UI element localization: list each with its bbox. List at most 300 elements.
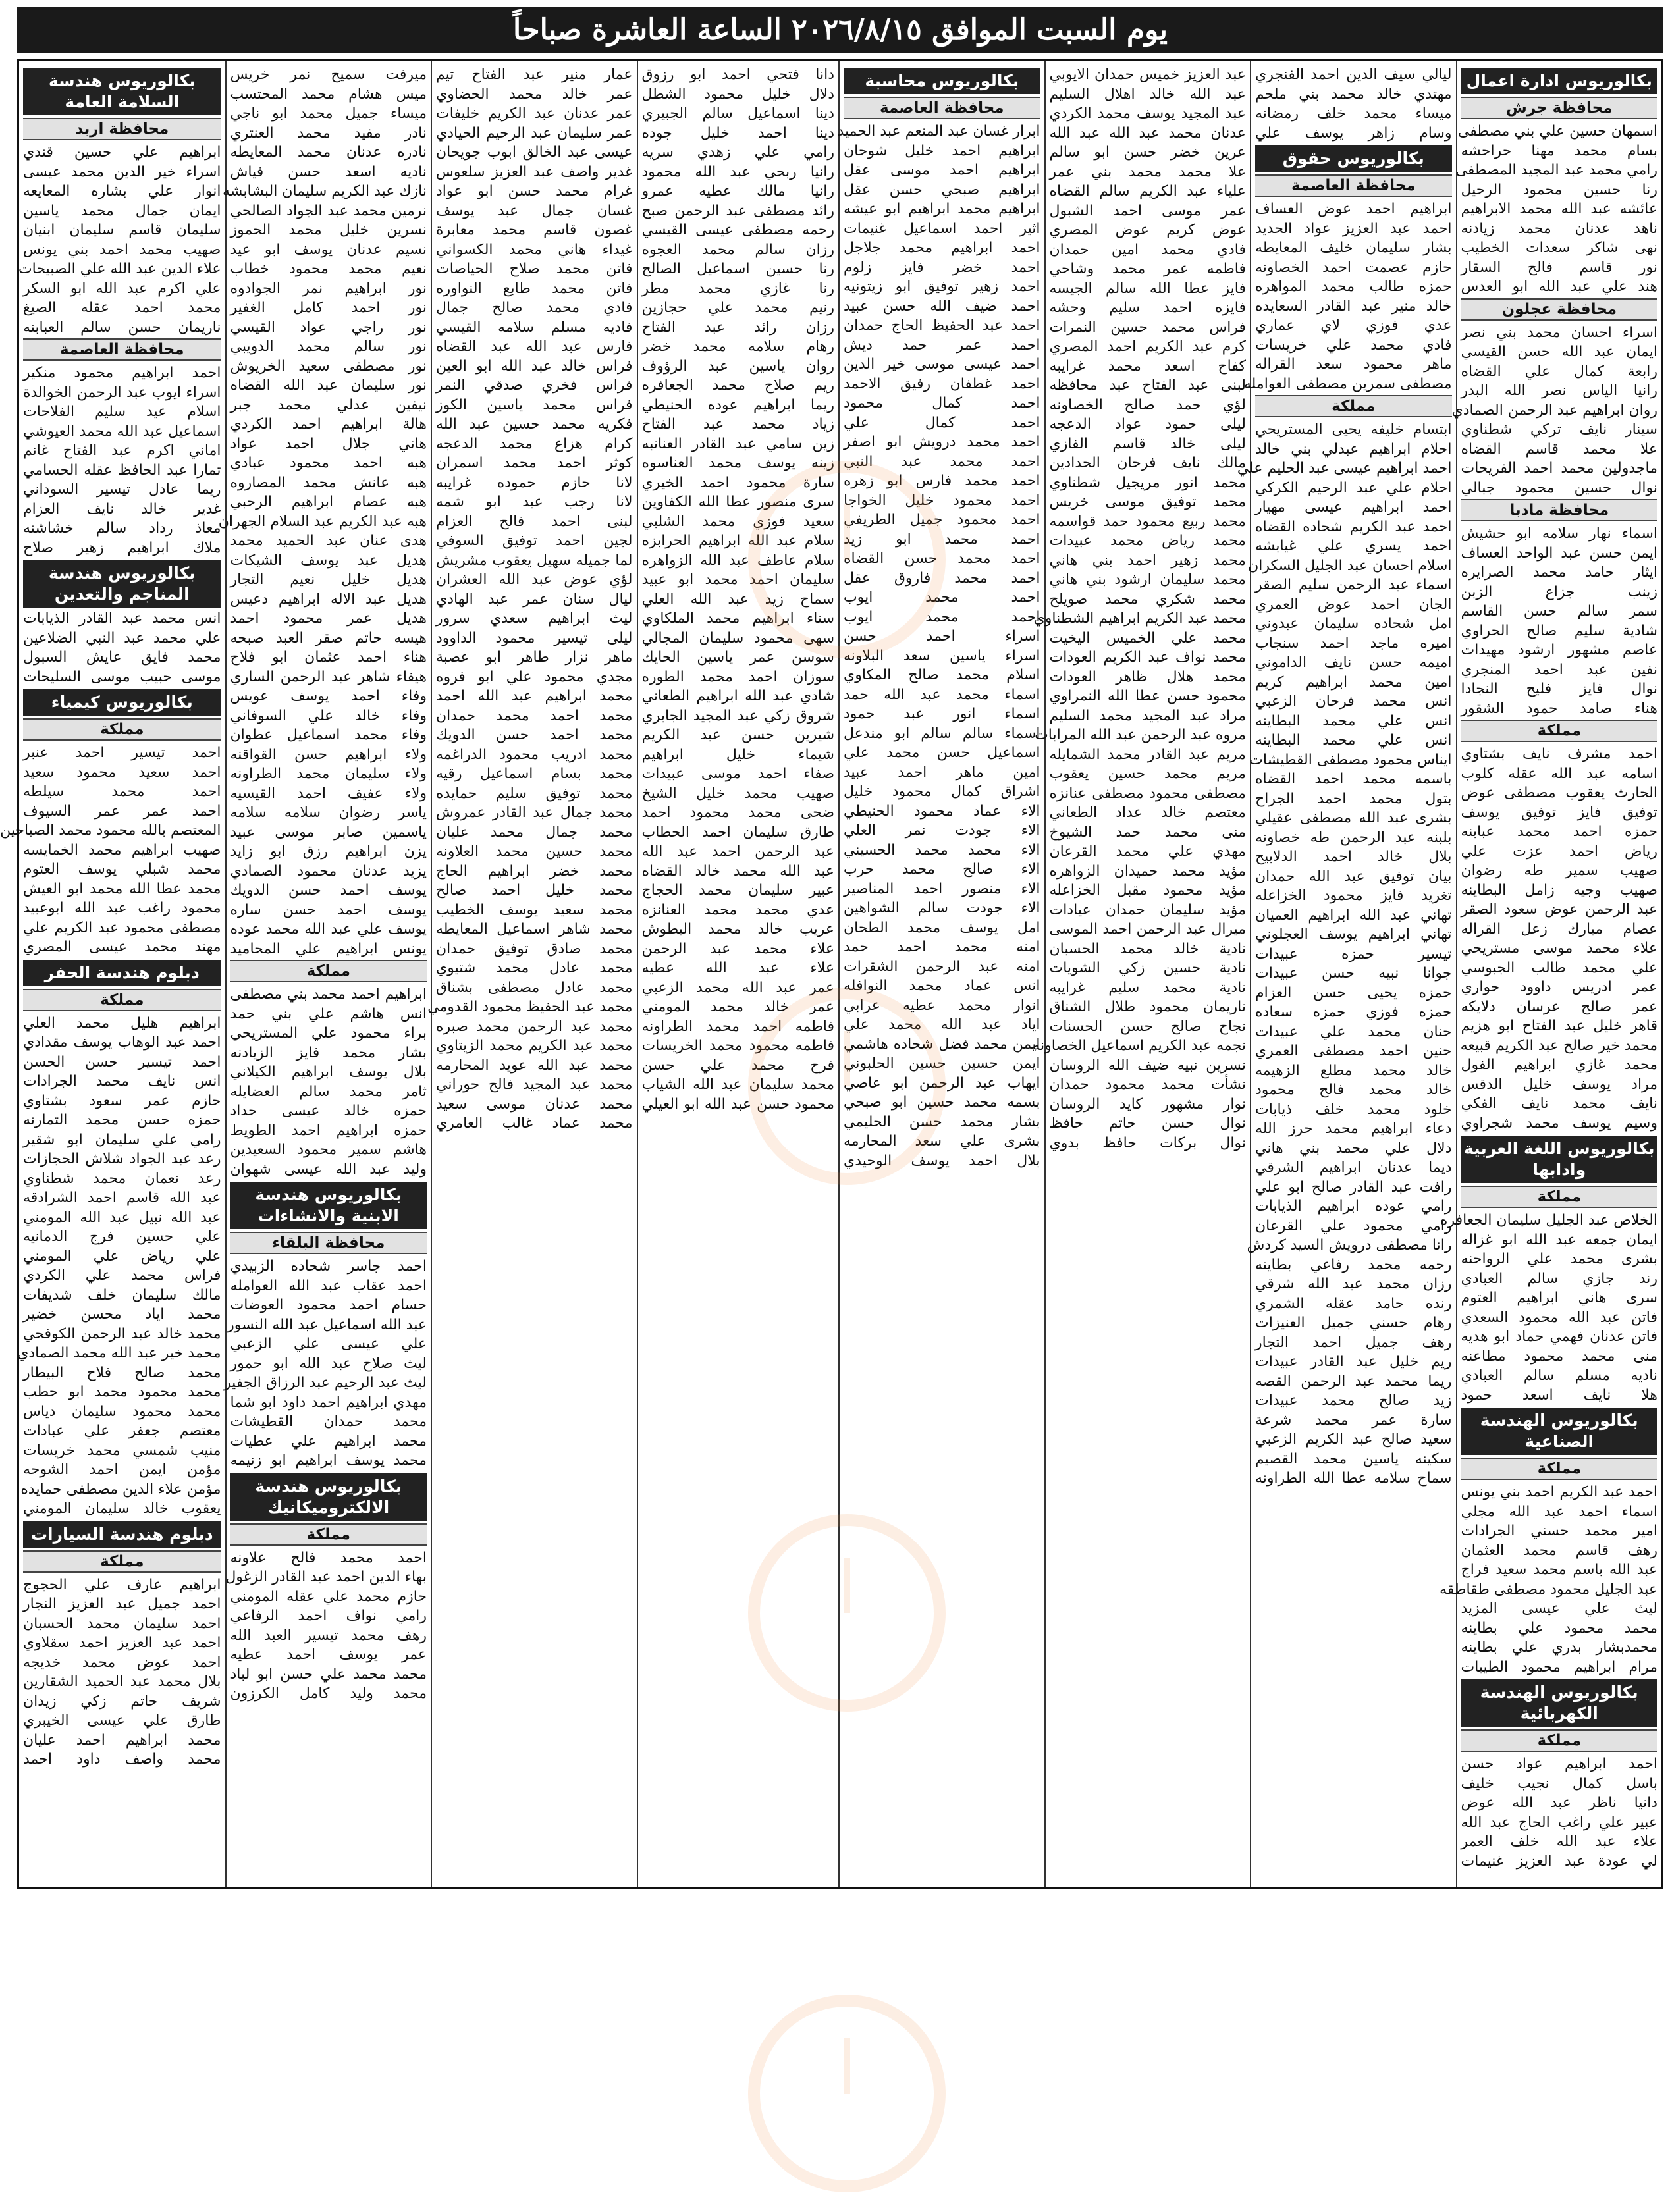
list-item: يوسف علي عبد الله محمد عوده [230,921,427,937]
names-list [225,1548,427,1704]
list-item: ماهر نزار طاهر ابو عصبة [436,649,633,666]
list-item: محمد عبد الكريم ابراهيم الشطناوي [1033,610,1246,627]
list-item: نوال حسين محمود جبالي [1461,479,1657,496]
column-6 [427,61,637,1887]
list-item: امل يوسف محمد الطحان [844,919,1040,936]
results-grid [0,59,1663,1889]
list-item: نجمه عبد الكريم اسماعيل الخصاونه [1033,1038,1246,1054]
list-item: وفاء محمد اسماعيل عطوان [230,727,427,743]
list-item: رعد نعمان محمد شطناوي [23,1170,221,1187]
list-item: بشرى علي سعد المحارمه [844,1133,1040,1149]
list-item: يزن ابراهيم رزق ابو زايد [230,843,427,860]
list-item: بشار سليمان خليف المعايطه [1255,240,1452,256]
list-item: محمود حسن عطا الله النمراوي [1049,688,1246,704]
list-item: محمدبشار بدري علي بطاينه [1461,1639,1657,1656]
list-item: محمد حمدان القطيشات [230,1413,427,1430]
list-item: ايناس محمود مصطفى القطيشات [1249,751,1452,768]
list-item: لما جميله سهيل يعقوب مشريش [436,552,633,569]
list-item: ليث ابراهيم سعدي سرور [436,610,633,627]
list-item: باسل كمال نجيب خليف [1461,1775,1657,1792]
list-item: اسلام محمد صالح المكاوي [844,667,1040,683]
list-item: لانا رجب عبد ابو شمه [436,494,633,510]
list-item: رانا مصطفى درويش السيد كردش [1247,1237,1452,1253]
list-item: علاء الدين عبد الله علي الصبيحات [18,261,221,277]
list-item: محمد علي الخميس اليخيت [1049,629,1246,646]
list-item: ناهد عدنان محمد زيادنه [1461,220,1657,237]
governorate-heading: مملكة [1255,395,1452,417]
list-item: زينه يوسف محمد العناسوه [641,455,834,471]
list-item: نسرين نبيه ضيف الله الروسان [1049,1057,1246,1074]
list-item: علي محمد عبد النبي الضلاعين [23,629,221,646]
list-item: عبد المجيد يوسف محمد الكردي [1049,105,1246,122]
list-item: ابراهيم احمد موسى عقل [844,162,1040,178]
names-list [1461,1754,1658,1871]
list-item: محمد محمود سليمان دياس [23,1403,221,1420]
list-item: رنا حسين اسماعيل الصالح [641,261,834,277]
list-item: سمر سالم حسن القاسم [1461,603,1657,619]
list-item: احمد محمد فارس ابو زهره [844,473,1040,489]
list-item: انوار محمد عطيه عرابي [844,997,1040,1014]
column-2 [1237,61,1456,1887]
list-item: ابراهيم احمد محمد بني مصطفى [230,986,427,1003]
list-item: عمر خالد محمد المومني [641,999,834,1015]
names-list [1451,323,1658,498]
list-item: نور سالم محمد الدويبي [230,338,427,355]
list-item: فاطمه احمد محمد الطراونه [641,1018,834,1035]
list-item: رحمه محمد رفاعي بطاينه [1255,1256,1452,1273]
list-item: عبد الله اسماعيل عبد الله النسور [227,1316,427,1333]
list-item: كفاح اسعد محمد غرايبه [1049,357,1246,375]
list-item: الجان احمد عوض العمري [1255,596,1452,613]
list-item: احمد محمد سيلطه [23,783,221,800]
list-item: زياد محمد عبد الفتاح [641,416,834,433]
list-item: احمد سعيد محمود سعيد [23,764,221,781]
list-item: لجين احمد توفيق السوفي [436,533,633,549]
list-item: عريب خالد محمد البطوش [641,921,834,937]
list-item: اسراء احمد حسن [844,628,1040,645]
governorate-heading: محافظة البلقاء [230,1232,427,1254]
names-list [1440,1211,1658,1405]
list-item: احمد محمد حسن القضاه [844,550,1040,567]
list-item: اسراء ايوب عبد الرحمن الخوالدة [23,384,221,401]
list-item: منيب شمسي محمد خريسات [23,1442,221,1459]
list-item: رامي محمود علي القرعان [1255,1217,1452,1234]
list-item: صهيب محمد احمد بني يونس [23,241,221,258]
list-item: احمد محمود خليل الخواجا [844,492,1040,509]
governorate-heading: محافظة العاصمة [1255,174,1452,197]
list-item: احمد كمال محمود [844,395,1040,411]
list-item: اسلام احسان عبد الجليل السكران [1248,557,1452,574]
list-item: نوار مشهور كايد الروسان [1049,1095,1246,1113]
list-item: ياسر رضوان سلامه سلامه [230,804,427,821]
list-item: فراس خالد عبد الله ابو العين [436,357,633,375]
list-item: امين ماهر احمد عبيد [844,764,1040,781]
list-item: فراس فخري صدقي النمر [436,377,633,394]
list-item: ولاء سليمان محمد الطراونه [230,766,427,782]
list-item: رهف محمد تيسير العبد الله [230,1627,427,1644]
list-item: احمد مشرف نايف بشتاوي [1461,746,1657,762]
list-item: يونس ابراهيم علي المحاميد [230,940,427,957]
list-item: ابراهيم محمد ابراهيم ابو عيشه [844,201,1040,217]
list-item: سماح سلامه عطا الله الطراونه [1255,1470,1452,1487]
list-item: محمد عماد غالب العامري [436,1115,633,1132]
list-item: عبير سليمان محمد الحجاج [641,882,834,899]
list-item: انس علي محمد البطاينه [1255,732,1452,749]
list-item: فايز عطا الله سالم الجيسه [1049,280,1246,297]
list-item: غدير واصف عبد العزيز سلعوس [436,163,633,180]
list-item: فاتن محمد طابع النواوره [436,280,633,297]
list-item: رهف قاسم محمد العثمان [1461,1542,1657,1559]
list-item: مصطفى سمرين مصطفى العوامله [1243,375,1452,392]
list-item: ايمن محمد فضل شحاده هاشمي [844,1036,1040,1053]
list-item: حمزه ابراهيم احمد الطويط [230,1122,427,1139]
list-item: شروق زكي عبد المجيد الجابري [641,707,834,724]
list-item: عبد الله قاسم احمد الشرادقه [23,1190,221,1206]
list-item: اسماء انور عبد حمود [844,706,1040,722]
list-item: فادي محمد امين حمدان [1049,241,1246,258]
list-item: احمد محمد ايوب [844,608,1040,625]
list-item: رزان محمد عبد الله شرقي [1255,1276,1452,1292]
list-item: امين محمد ابراهيم كريم [1255,673,1452,691]
list-item: احمد تيسير احمد عنبر [23,745,221,761]
list-item: طارق سليمان احمد الحطاب [641,824,834,841]
list-item: انس علي محمد البطاينه [1255,712,1452,729]
list-item: فاطمه محمود محمد الخريسات [641,1038,834,1054]
list-item: رامي عوده ابراهيم الذيابات [1255,1198,1452,1215]
column-3 [1033,61,1251,1887]
list-item: اسمهان حسين علي بني مصطفى [1457,123,1657,140]
list-item: الاء صالح محمد حرب [844,861,1040,878]
list-item: ميساء جميل محمد ابو ناجي [230,105,427,122]
list-item: احمد غطفان رفيق الاحمد [844,375,1040,392]
list-item: مهتدي خالد محمد بني ملحم [1255,86,1452,103]
list-item: احمد عمر حمد ديش [844,336,1040,354]
list-item: حنين احمد مصطفى العمري [1255,1043,1452,1059]
list-item: خالد محمد فالح محمود [1255,1082,1452,1098]
list-item: عمر خالد محمد الحضاوي [436,86,633,103]
list-item: زينب جزاع الزبن [1461,583,1657,600]
list-item: الاء جودت سالم الشواهين [844,900,1040,916]
list-item: رعد عبد الجواد شلاش الحجازات [23,1151,221,1167]
list-item: محمد محمود محمد ابو حطب [23,1384,221,1400]
names-list [1461,745,1658,1133]
list-item: لؤي عوض عبد الله العشران [436,571,633,588]
list-item: ابرار غسان عبد المنعم عبد الحميد [837,123,1040,140]
list-item: جوانا نبيه حسن عبيدات [1255,965,1452,982]
list-item: حمزه طالب محمد المواهره [1255,278,1452,295]
list-item: غدير خالد نايف العزام [23,500,221,517]
column-5 [637,61,839,1887]
list-item: محمد صادق توفيق حمدان [436,940,633,957]
list-item: مؤمن ايمن احمد الشوحه [23,1462,221,1478]
list-item: بتول محمد احمد الجراح [1255,790,1452,807]
list-item: محمد عدنان موسى سعيد [436,1095,633,1113]
list-item: ضحى محمد محمود احمد [641,804,834,821]
list-item: تغريد فايز محمود الخزاعله [1255,887,1452,904]
major-heading: بكالوريوس هندسة المناجم والتعدين [23,560,221,608]
list-item: مؤيد سليمان حمدان عيادات [1049,901,1246,918]
names-list [0,743,221,957]
list-item: محمد صالح فلاح البيطار [23,1364,221,1381]
list-item: محمد نواف عبد الكريم العودات [1049,649,1246,666]
list-item: عائشه عبد الله محمد الابراهيم [1461,201,1657,217]
list-item: رانيا ربحي عبد الله محمود [641,163,834,180]
list-item: حازم عصمت احمد الخصاونه [1255,259,1452,276]
list-item: عمر عبد الله محمد الزعبي [641,979,834,996]
list-item: عوض كريم عوض المصري [1049,222,1246,238]
newspaper-logo-watermark-icon [748,1995,946,2192]
list-item: احمد عبد العزيز عواد الحديد [1255,220,1452,237]
list-item: ايمن حسين حسين الحلبوني [844,1055,1040,1072]
list-item: ايهاب عبد الرحمن ابو عاصي [844,1074,1040,1092]
list-item: علي حسين فرج الدمانيه [23,1228,221,1245]
names-list [23,1575,221,1770]
list-item: عبد الجليل محمود مصطفى طقاطقه [1440,1581,1657,1598]
list-item: فراس محمد حسين النمرات [1049,319,1246,336]
list-item: عبير علي راغب الحاج عبد الله [1461,1814,1657,1831]
list-item: علي عيسى علي الزعبي [230,1336,427,1352]
list-item: غصون قاسم محمد معابرة [436,222,633,238]
list-item: هديل خليل نعيم التجار [230,571,427,588]
names-list [642,65,835,1114]
list-item: هبه عبد الكريم عبد السلام الجهران [218,513,427,530]
list-item: مؤيد محمد حميدان الزواهره [1049,862,1246,880]
list-item: رنده حامد عقله الشمري [1255,1295,1452,1312]
list-item: احمد ابراهيم عيسى مهيار [1255,499,1452,515]
list-item: مؤمن علاء الدين مصطفى حمايده [20,1481,221,1498]
list-item: ابراهيم هليل محمد العلي [23,1014,221,1032]
list-item: ليث عبد الرحيم عبد الرزاق الجفير [223,1375,427,1391]
column-4 [838,61,1044,1887]
list-item: اميمه حسن نايف الداموني [1255,654,1452,671]
list-item: نادره عدنان محمد المعايطه [230,144,427,161]
page-title: يوم السبت الموافق ٢٠٢٦/٨/١٥ الساعة العاشرة صباحاً [17,7,1663,53]
list-item: احلام علي عبد الرحيم الكركي [1255,479,1452,496]
list-item: فاديه مسلم سلامه القيسي [436,319,633,336]
list-item: اشراق كمال محمود خليل [844,783,1040,800]
list-item: غيداء هاني محمد الكسواني [436,241,633,258]
list-item: محمد حسين محمد العلاونه [436,843,633,860]
list-item: انوار علي بشاره المعايعه [23,183,221,199]
list-item: اسراء احسان محمد بني نصر [1461,324,1657,341]
list-item: روان ابراهيم عبد الرحمن الصمادي [1451,402,1657,419]
list-item: ميس هشام محمد المحتسب [230,86,427,103]
list-item: ايمان جمعه عبد الله ابو غزاله [1461,1231,1657,1248]
list-item: نوال فايز فليح النجادا [1461,681,1657,697]
list-item: نوال بركات حافظ بدوي [1049,1134,1246,1151]
list-item: نعيم محمد محمود خطاب [230,261,427,277]
names-list [1461,524,1658,718]
list-item: صهيب ابراهيم محمد الخمايسه [23,841,221,858]
list-item: اسامه عبد الله عقله كلوب [1461,765,1657,782]
list-item: رامي علي زهدي سريه [641,144,834,161]
list-item: رابعة كمال علي القضاه [1461,363,1657,380]
list-item: فراس محمد علي الكردي [23,1267,221,1284]
list-item: خالد منير عبد القادر السعايده [1255,298,1452,315]
list-item: عمر موسى احمد الشبول [1049,202,1246,219]
list-item: محمد فايق عايش السبول [23,649,221,666]
list-item: ماهر محمود سعد القراله [1255,356,1452,373]
list-item: مريم عبد القادر محمد الشمايله [1049,746,1246,763]
list-item: مراد يوسف خليل الدقس [1461,1076,1657,1093]
list-item: سليمان احمد محمد ابو عبيد [641,571,834,588]
names-list [17,1014,221,1519]
list-item: وفاء خالد علي السوفاني [230,707,427,724]
list-item: نادية خالد محمد الحسبان [1049,940,1246,957]
names-list [18,143,221,337]
list-item: محمد ابراهيم عبد الله احمد [436,688,633,704]
list-item: بهاء الدين احمد عبد القادر الزغول [225,1569,427,1585]
list-item: بشار محمد فايز الزيادنه [230,1044,427,1061]
list-item: ريما محمد عبد الرحمن القصه [1255,1373,1452,1390]
list-item: علي رياض علي المومني [23,1248,221,1265]
list-item: محمد سعيد يوسف الخطيب [436,901,633,918]
list-item: احمد محمد عبد النبي [844,453,1040,470]
list-item: رند جازي سالم العبادي [1461,1270,1657,1287]
list-item: احمد عبد الحفيظ الحاج حمدان [844,317,1040,334]
list-item: علاء محمد موسى مستريحي [1461,940,1657,957]
names-list [1255,65,1452,143]
list-item: لبنى عبد الفتاح عبد محافظه [1049,377,1246,394]
list-item: غرام محمد حسن ابو عواد [436,183,633,199]
list-item: رانيا مالك عطيه عمرو [641,183,834,199]
governorate-heading: مملكة [230,960,427,982]
list-item: نيفين عدلي محمد جبر [230,396,427,413]
list-item: هديل عبد الاله ابراهيم دعيس [230,591,427,608]
list-item: محمد عادل مصطفى بشناق [436,979,633,996]
list-item: احمد تيسير حسن الحسن [23,1053,221,1070]
list-item: هبه عانش محمد المصاروه [230,474,427,491]
list-item: يوسف احمد حسن ساره [230,901,427,918]
list-item: الاء محمد محمد الحسيني [844,841,1040,858]
list-item: محمد خير عبد الله محمد الصمادي [17,1345,221,1361]
list-item: بلال احمد يوسف الوحيدي [844,1152,1040,1169]
list-item: المعتصم بالله محمود محمد الصباحين [0,822,221,839]
list-item: شريف حاتم زكي زيدان [23,1693,221,1710]
list-item: وسام زاهر يوسف علي [1255,124,1452,142]
list-item: بشرى محمد علي الرواحنه [1461,1251,1657,1267]
list-item: هدى عنان عبد الحميد محمد [230,533,427,549]
names-list [223,1257,427,1471]
list-item: نور راجي عواد القيسي [230,319,427,336]
list-item: هبه عصام ابراهيم الرحبي [230,494,427,510]
list-item: انس محمد فرحان الزعبي [1255,693,1452,710]
list-item: فكريه محمد حسين عبد الله [436,416,633,433]
list-item: دعاء ابراهيم محمد حرز الله [1255,1120,1452,1137]
list-item: رهف جميل احمد التجار [1255,1334,1452,1351]
list-item: محمد محمود علي بطاينه [1461,1620,1657,1637]
list-item: صهيب محمد خليل الشيخ [641,785,834,802]
list-item: انس هاشم علي بني حمد [230,1005,427,1022]
list-item: ابتسام خليفه يحيى المستريحي [1255,421,1452,438]
list-item: علياء عبد الكريم سالم القضاه [1049,183,1246,199]
list-item: رائد مصطفى عبد الرحمن صبح [641,202,834,219]
list-item: اسماء سالم سالم ابو مندعل [844,725,1040,742]
list-item: نرمين محمد عبد الجواد الصالحي [230,202,427,219]
list-item: فاتن عبد الله محمود السعدي [1461,1309,1657,1326]
list-item: اماني اكرم عبد الفتاح غانم [23,442,221,459]
list-item: تهاني عبد الله ابراهيم العميان [1255,907,1452,924]
list-item: فاتن محمد صلاح الحياصات [436,261,633,277]
major-heading: بكالوريوس محاسبة [844,68,1040,94]
list-item: دانيا ناظر عبد الله عوض [1461,1795,1657,1811]
list-item: محمد عبد الكريم محمد الزيتاوي [436,1038,633,1054]
list-item: منى محمد حمد الشيوخ [1049,824,1246,841]
list-item: وفاء احمد يوسف عويس [230,688,427,704]
list-item: ميساء محمد خلف رمضانه [1255,105,1452,122]
list-item: نور قاسم فالح السقار [1461,259,1657,276]
list-item: قاهر خليل عبد الفتاح ابو هزيم [1461,1018,1657,1034]
names-list [837,122,1040,1171]
governorate-heading: محافظة العاصمة [844,97,1040,119]
list-item: محمد بسام اسماعيل رقيه [436,766,633,782]
major-heading: بكالوريوس هندسة الالكتروميكانيك [230,1473,427,1521]
list-item: سارة عمر محمد شرعة [1255,1411,1452,1429]
list-item: لي عودة عبد العزيز غنيمات [1461,1853,1657,1870]
list-item: محمد عبد الله عويد المحارمه [436,1057,633,1074]
list-item: محمد انور مريجيل شطناوي [1049,474,1246,491]
list-item: نور احمد كامل الغفير [230,300,427,316]
list-item: فايزه احمد سليم وحشه [1049,300,1246,316]
list-item: ابراهيم صبحي حسن عقل [844,181,1040,198]
list-item: عمار منير عبد الفتاح تيم [436,66,633,83]
list-item: محمد محمد علي حسن ابو لباد [230,1666,427,1683]
list-item: محمد زهير احمد بني هاني [1049,552,1246,569]
list-item: احمد محمد ابو زيد [844,531,1040,548]
list-item: بسام محمد مهنا حراحشه [1461,142,1657,159]
list-item: ريما عادل تيسير السوداني [23,481,221,498]
list-item: رافت عبد القادر صالح ابو علي [1255,1178,1452,1196]
list-item: معاذ رداد سالم خشاشنه [23,520,221,537]
list-item: محمد احمد عقله الصيغ [23,300,221,316]
list-item: هيفاء شاهر عبد الرحمن الساري [230,668,427,685]
list-item: امير محمد حسني الجرادات [1461,1523,1657,1539]
list-item: عرين خضر حسن ابو سالم [1049,144,1246,161]
list-item: نادية حسين زكي الشويات [1049,960,1246,976]
list-item: مهدي ابراهيم احمد داود ابو شما [230,1394,427,1411]
major-heading: بكالوريوس هندسة السلامة العامة [23,68,221,115]
names-list [1455,122,1658,297]
list-item: ليث علي عيسى المزيد [1461,1600,1657,1617]
list-item: محمد عبد الحفيظ محمود القدومي [427,999,633,1015]
list-item: الاء منصور احمد المناصير [844,880,1040,897]
governorate-heading: مملكة [23,718,221,741]
list-item: احمد خضر فايز زلوم [844,259,1040,276]
list-item: فارس عبد الله عبد القضاه [436,338,633,355]
list-item: حازم محمد علي عقله المومني [230,1588,427,1605]
list-item: ابراهيم عارف علي الحجوج [23,1576,221,1593]
list-item: اسراء ياسين سعد البلاونه [844,647,1040,664]
major-heading: بكالوريوس الهندسة الصناعية [1461,1408,1658,1455]
list-item: بلبنه عبد الرحمن طه خصاونه [1255,829,1452,846]
list-item: عدي فوزي لاي عماري [1255,317,1452,334]
list-item: هبه احمد محمود عبادي [230,455,427,471]
list-item: لبنى احمد فالح العزام [436,513,633,530]
list-item: تمارا عبد الحافظ عقله الحسامي [23,461,221,479]
major-heading: بكالوريوس الهندسة الكهربائية [1461,1679,1658,1727]
list-item: سوسن عمر ياسين الحايك [641,649,834,666]
governorate-heading: مملكة [230,1523,427,1546]
list-item: احمد عبد الكريم احمد بني يونس [1461,1484,1657,1500]
major-heading: دبلوم هندسة السيارات [23,1521,221,1548]
list-item: علاء عبد الله خلف العمر [1461,1833,1657,1850]
list-item: محمد احمد محمد حمدان [436,707,633,724]
list-item: رامي علي سليمان ابو شقير [23,1131,221,1148]
list-item: رامي محمد عبد المجيد المصطفى [1455,162,1657,178]
list-item: ايمان جمال محمد ياسين [23,202,221,219]
list-item: فراس محمد ياسين الكوز [436,396,633,413]
names-list [427,65,633,1134]
